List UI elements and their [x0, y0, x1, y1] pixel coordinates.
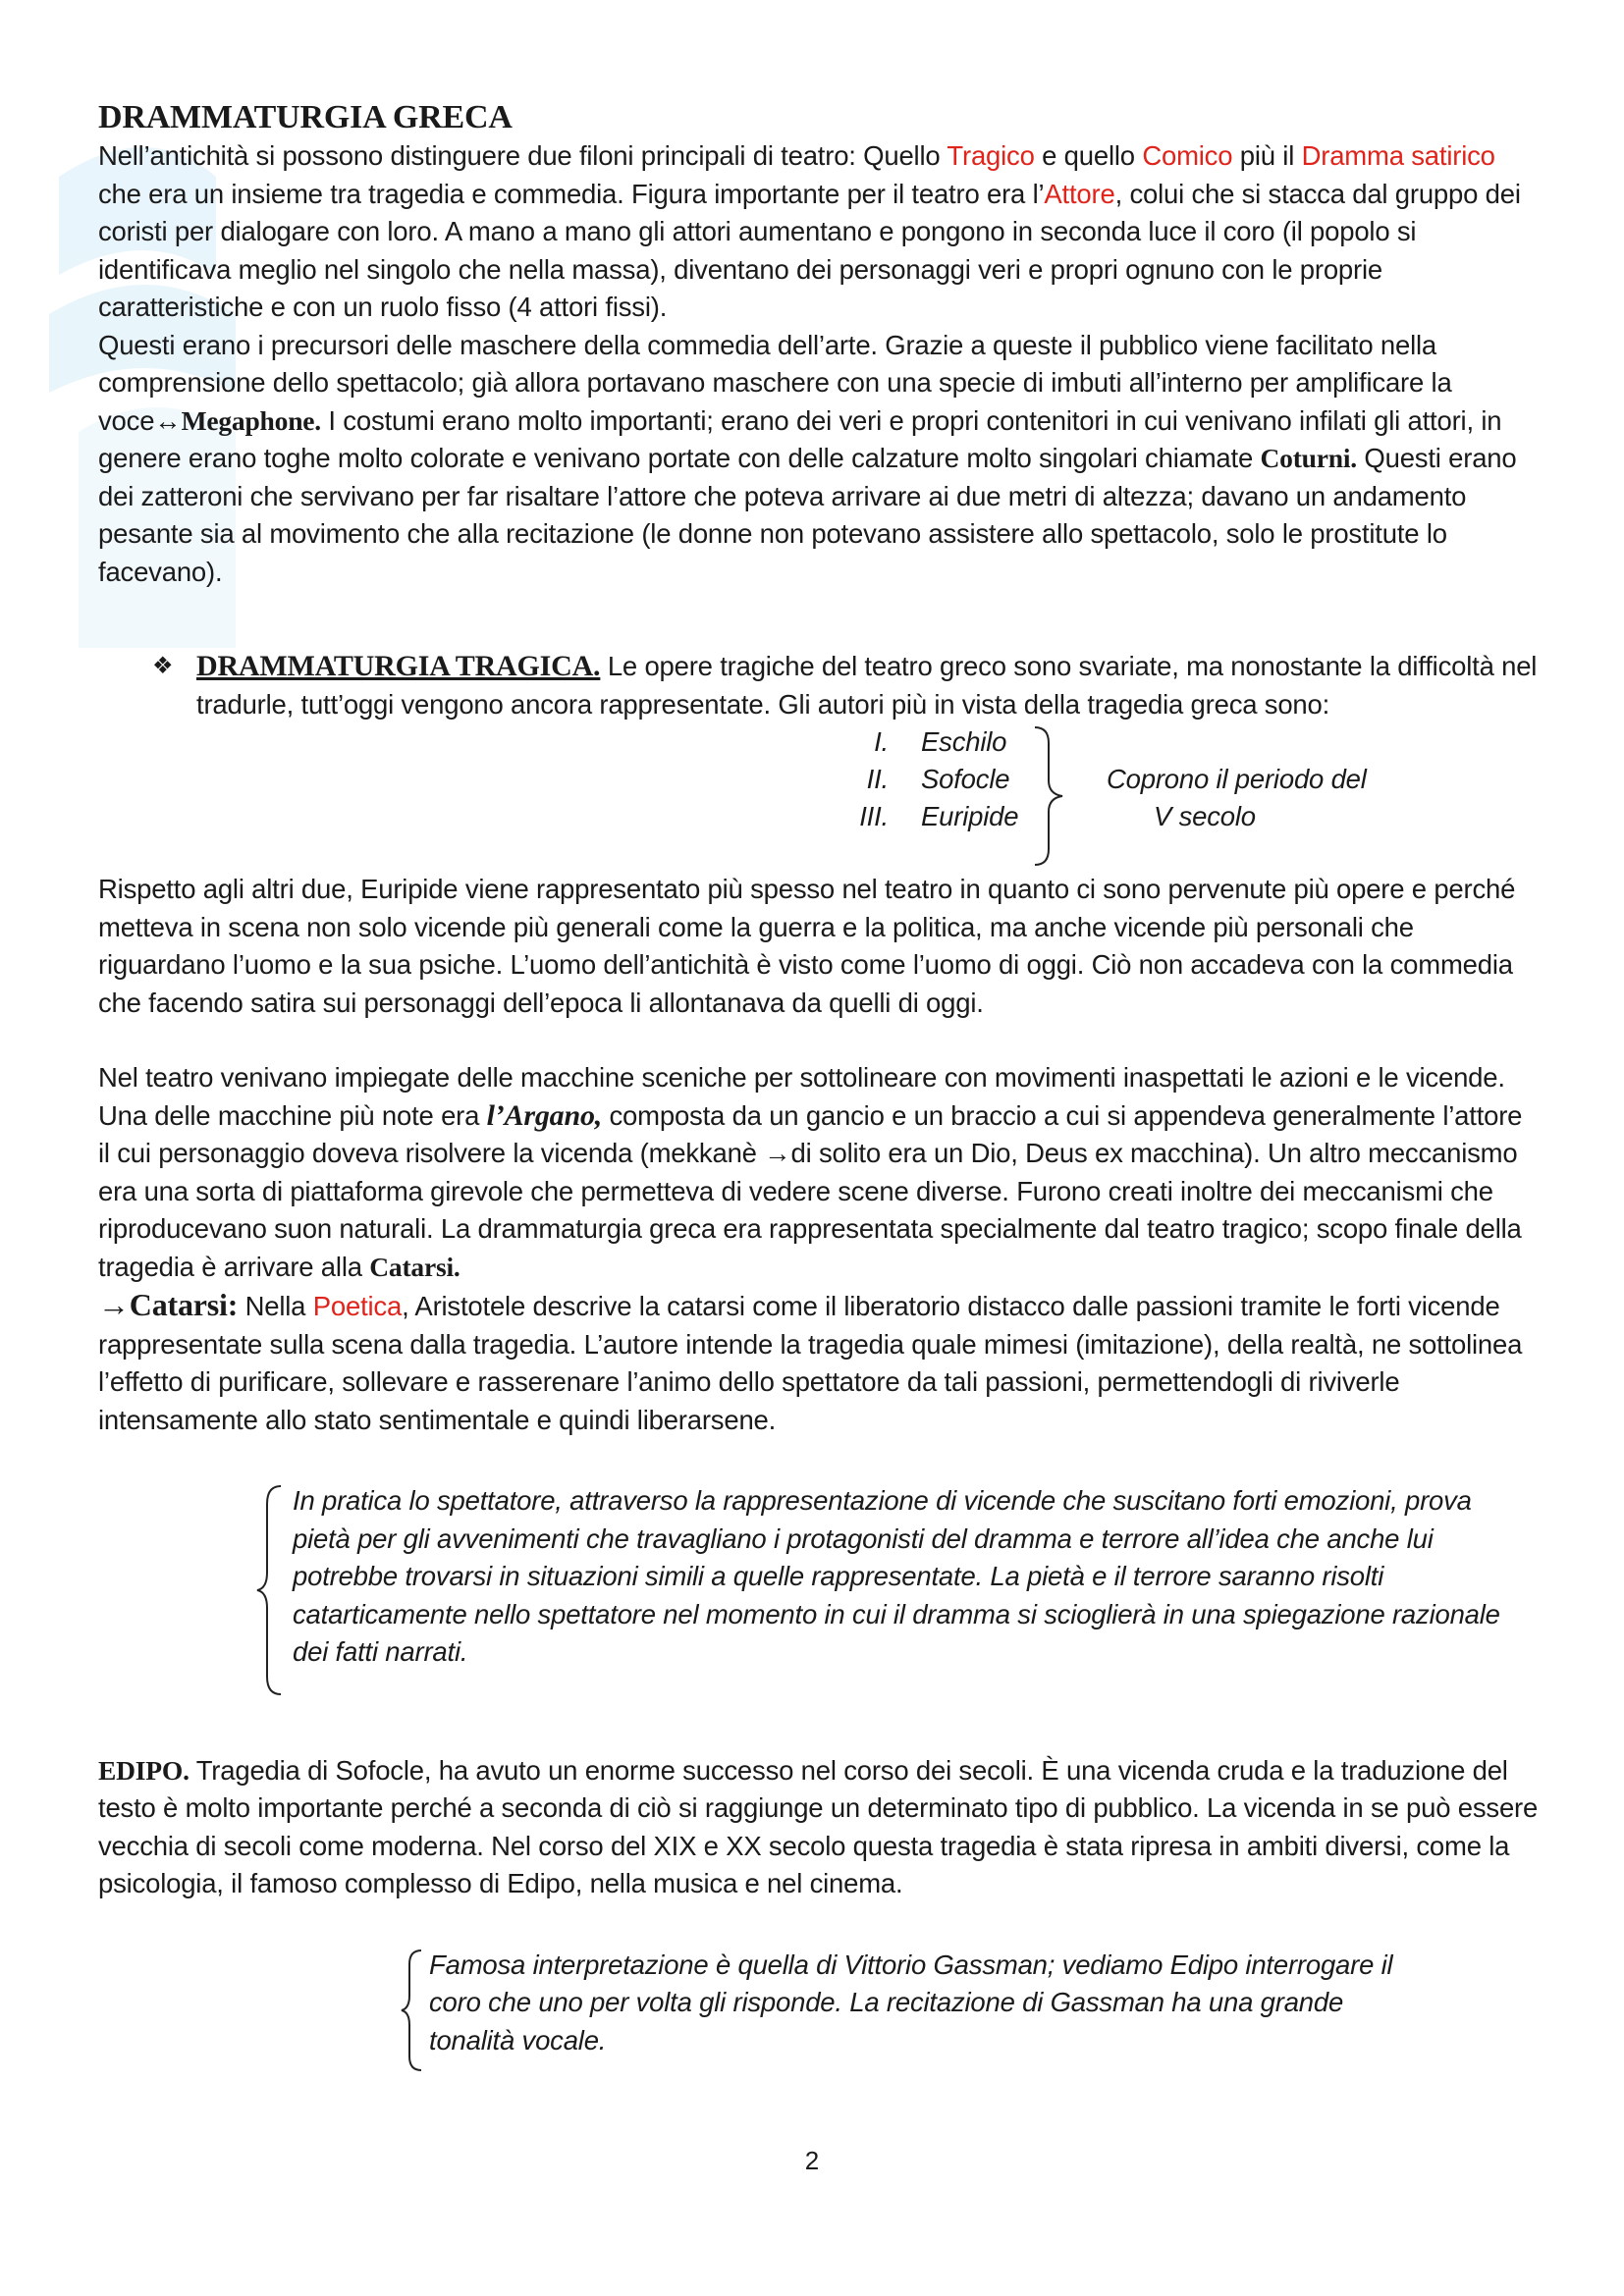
author-name: Euripide [921, 801, 1019, 831]
text-span: Tragedia di Sofocle, ha avuto un enorme successo nel corso dei secoli. È una vicenda cruda e la traduzione del testo è molto importante perché a seconda di ciò si raggiunge un determinato tipo di pubblico. La vicenda in se può essere vecchia di secoli come moderna. Nel corso del XIX e XX secolo questa tragedia è stata ripresa in ambiti diversi, come la psicologia, il famoso complesso di Edipo, nella musica e nel cinema. [98, 1754, 1539, 1898]
authors-list [98, 723, 1540, 871]
author-name: Sofocle [921, 764, 1010, 794]
left-brace-icon [400, 1947, 425, 2074]
intro-paragraph-2 [98, 327, 1540, 592]
page-number: 2 [804, 2146, 820, 2175]
author-number: II. [866, 764, 889, 794]
text-span: composta da un gancio e un braccio a cui si appendeva generalmente l’attore il cui personaggio doveva risolvere la vicenda (mekkanè →di solito era un Dio, Deus ex macchina). Un altro meccanismo era una sorta di piattaforma girevole che permetteva di vedere scene diverse. Furono creati inoltre dei meccanismi che riproducevano suon naturali. La drammaturgia greca era rappresentata specialmente dal teatro tragico; scopo finale della tragedia è arrivare alla [98, 1099, 1523, 1282]
edipo-heading: EDIPO. [98, 1754, 189, 1786]
author-number: I. [874, 726, 889, 757]
tragica-bullet [152, 648, 1540, 723]
term-megaphone: Megaphone. [181, 404, 321, 436]
author-number: III. [859, 801, 889, 831]
catarsi-quote [255, 1482, 1500, 1672]
period-label-line2: V secolo [1154, 801, 1256, 831]
term-poetica: Poetica [312, 1291, 403, 1321]
quote-text: Famosa interpretazione è quella di Vittorio Gassman; vediamo Edipo interrogare il coro che uno per volta gli risponde. La recitazione di Gassman ha una grande tonalità vocale. [429, 1949, 1393, 2056]
euripide-paragraph: Rispetto agli altri due, Euripide viene rappresentato più spesso nel teatro in quanto ci sono pervenute più opere e perché metteva in scena non solo vicende più generali come la guerra e la politica, ma anche vicende più personali che riguardano l’uomo e la sua psiche. L’uomo dell’antichità è visto come l’uomo di oggi. Ciò non accadeva con la commedia che facendo satira sui personaggi dell’epoca li allontanava da quelli di oggi. [98, 874, 1516, 1018]
text-span: e quello [1034, 140, 1143, 171]
text-span: Nell’antichità si possono distinguere due filoni principali di teatro: Quello [98, 140, 947, 171]
text-span: Le opere tragiche del teatro greco sono svariate, ma nonostante la difficoltà nel tradurle, tutt’oggi vengono ancora rappresentate. Gli autori più in vista della tragedia greca sono: [196, 651, 1538, 720]
text-span: Questi erano dei zatteroni che servivano per far risaltare l’attore che poteva arrivare ai due metri di altezza; davano un andamento pesante sia al movimento che alla recitazione (le donne non potevano assistere allo spettacolo, solo le prostitute lo facevano). [98, 443, 1517, 587]
macchine-paragraph [98, 1059, 1540, 1286]
author-name: Eschilo [921, 726, 1007, 757]
term-argano: l’Argano, [486, 1098, 603, 1132]
text-span: Questi erano i precursori delle maschere della commedia dell’arte. Grazie a queste il pubblico viene facilitato nella comprensione dello spettacolo; già allora portavano maschere con una specie di imbuti all’interno per amplificare la voce↔ [98, 329, 1452, 436]
text-span: Nella [238, 1291, 313, 1321]
page-title: DRAMMATURGIA GRECA [98, 99, 513, 135]
period-label-line1: Coprono il periodo del [1107, 764, 1367, 794]
text-span: I costumi erano molto importanti; erano dei veri e propri contenitori in cui venivano infilati gli attori, in genere erano toghe molto colorate e venivano portate con delle calzature molto singolari chiamate [98, 404, 1502, 473]
catarsi-paragraph [98, 1286, 1540, 1439]
tragica-paragraph [196, 648, 1540, 723]
tragica-heading: DRAMMATURGIA TRAGICA. [196, 650, 601, 682]
edipo-paragraph [98, 1752, 1540, 1903]
diamond-bullet-icon: ❖ [152, 653, 174, 679]
text-span: Nel teatro venivano impiegate delle macchine sceniche per sottolineare con movimenti inaspettati le azioni e le vicende. Una delle macchine più note era [98, 1062, 1505, 1131]
term-tragico: Tragico [947, 140, 1035, 171]
term-comico: Comico [1142, 140, 1233, 171]
term-dramma-satirico: Dramma satirico [1301, 140, 1495, 171]
left-brace-icon [255, 1482, 285, 1698]
catarsi-label: →Catarsi: [98, 1287, 239, 1322]
text-span: , Aristotele descrive la catarsi come il liberatorio distacco dalle passioni tramite le forti vicende rappresentate sulla scena dalla tragedia. L’autore intende la tragedia quale mimesi (imitazione), della realtà, ne sottolinea l’effetto di purificare, sollevare e rasserenare l’animo dello spettatore da tali passioni, permettendogli di riviverle intensamente allo stato sentimentale e quindi liberarsene. [98, 1291, 1523, 1435]
term-attore: Attore [1044, 178, 1115, 209]
text-span: che era un insieme tra tragedia e commedia. Figura importante per il teatro era l’ [98, 178, 1045, 209]
text-span: , colui che si stacca dal gruppo dei coristi per dialogare con loro. A mano a mano gli attori aumentano e pongono in seconda luce il coro (il popolo si identificava meglio nel singolo che nella massa), diventano dei personaggi veri e propri ognuno con le proprie caratteristiche e con un ruolo fisso (4 attori fissi). [98, 178, 1521, 322]
document-page [98, 98, 1540, 2059]
term-coturni: Coturni. [1260, 443, 1357, 473]
intro-paragraph-1 [98, 137, 1540, 327]
right-brace-icon [1031, 723, 1070, 869]
gassman-quote [407, 1947, 1431, 2060]
quote-text: In pratica lo spettatore, attraverso la rappresentazione di vicende che suscitano forti emozioni, prova pietà per gli avvenimenti che travagliano i protagonisti del dramma e terrore all’idea che anche lui potrebbe trovarsi in situazioni simili a quelle rappresentate. La pietà e il terrore saranno risolti catarticamente nello spettatore nel momento in cui il dramma si scioglierà in una spiegazione razionale dei fatti narrati. [293, 1485, 1500, 1667]
term-catarsi: Catarsi. [369, 1251, 460, 1282]
text-span: più il [1232, 140, 1302, 171]
